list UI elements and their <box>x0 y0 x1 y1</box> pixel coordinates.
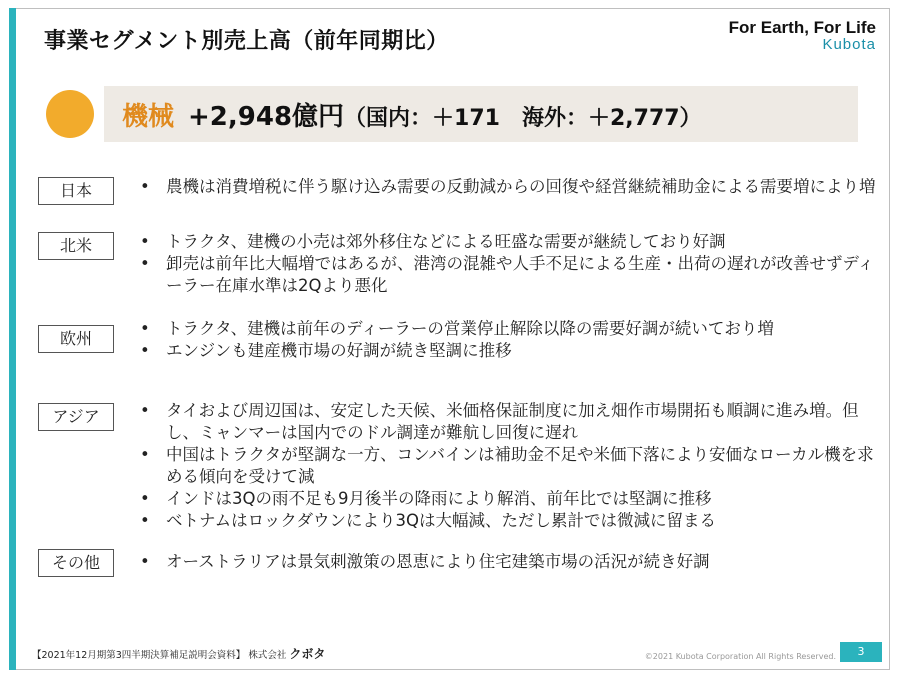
slide-title: 事業セグメント別売上高（前年同期比） <box>44 29 449 54</box>
region-tag-asia: アジア <box>38 403 114 431</box>
region-tag-europe: 欧州 <box>38 325 114 353</box>
region-tag-japan: 日本 <box>38 177 114 205</box>
list-item: • オーストラリアは景気刺激策の恩恵により住宅建築市場の活況が続き好調 <box>138 551 878 573</box>
accent-bar <box>9 8 16 670</box>
copyright: ©2021 Kubota Corporation All Rights Reserved. <box>644 652 836 661</box>
logo-slogan: For Earth, For Life <box>728 18 876 37</box>
bullet-list-japan <box>138 176 878 198</box>
page-number: 3 <box>840 642 882 662</box>
region-tag-north-america: 北米 <box>38 232 114 260</box>
list-item: • ベトナムはロックダウンにより3Qは大幅減、ただし累計では微減に留まる <box>138 510 878 532</box>
footer-doc: 【2021年12月期第3四半期決算補足説明会資料】 株式会社 <box>32 650 287 661</box>
headline-detail: （国内：＋171 海外：＋2,777） <box>344 106 702 131</box>
list-item: • トラクタ、建機は前年のディーラーの営業停止解除以降の需要好調が続いており増 <box>138 318 878 340</box>
headline <box>122 96 702 133</box>
bullet-list-asia <box>138 400 878 532</box>
list-item: • エンジンも建産機市場の好調が続き堅調に推移 <box>138 340 878 362</box>
region-tag-other: その他 <box>38 549 114 577</box>
bottom-border <box>16 669 890 670</box>
list-item: • 農機は消費増税に伴う駆け込み需要の反動減からの回復や経営継続補助金による需要増により増 <box>138 176 878 198</box>
bullet-list-other <box>138 551 878 573</box>
headline-box <box>104 86 858 142</box>
bullet-list-europe <box>138 318 878 362</box>
list-item: • 卸売は前年比大幅増ではあるが、港湾の混雑や人手不足による生産・出荷の遅れが改善せずディーラー在庫水準は2Qより悪化 <box>138 253 878 297</box>
footer-brand-logo: クボタ <box>289 647 326 661</box>
headline-label: 機械 <box>122 102 175 132</box>
list-item: • インドは3Qの雨不足も9月後半の降雨により解消、前年比では堅調に推移 <box>138 488 878 510</box>
right-border <box>889 8 890 670</box>
list-item: • タイおよび周辺国は、安定した天候、米価格保証制度に加え畑作市場開拓も順調に進み増。但し、ミャンマーは国内でのドル調達が難航し回復に遅れ <box>138 400 878 444</box>
kubota-logo <box>729 18 876 53</box>
footer-document-label <box>32 645 325 662</box>
bullet-list-north-america <box>138 231 878 297</box>
top-border <box>16 8 890 9</box>
logo-brand: Kubota <box>822 36 876 53</box>
headline-value: +2,948億円 <box>188 102 345 132</box>
orange-circle-icon <box>46 90 94 138</box>
list-item: • 中国はトラクタが堅調な一方、コンバインは補助金不足や米価下落により安価なローカル機を求める傾向を受けて減 <box>138 444 878 488</box>
list-item: • トラクタ、建機の小売は郊外移住などによる旺盛な需要が継続しており好調 <box>138 231 878 253</box>
